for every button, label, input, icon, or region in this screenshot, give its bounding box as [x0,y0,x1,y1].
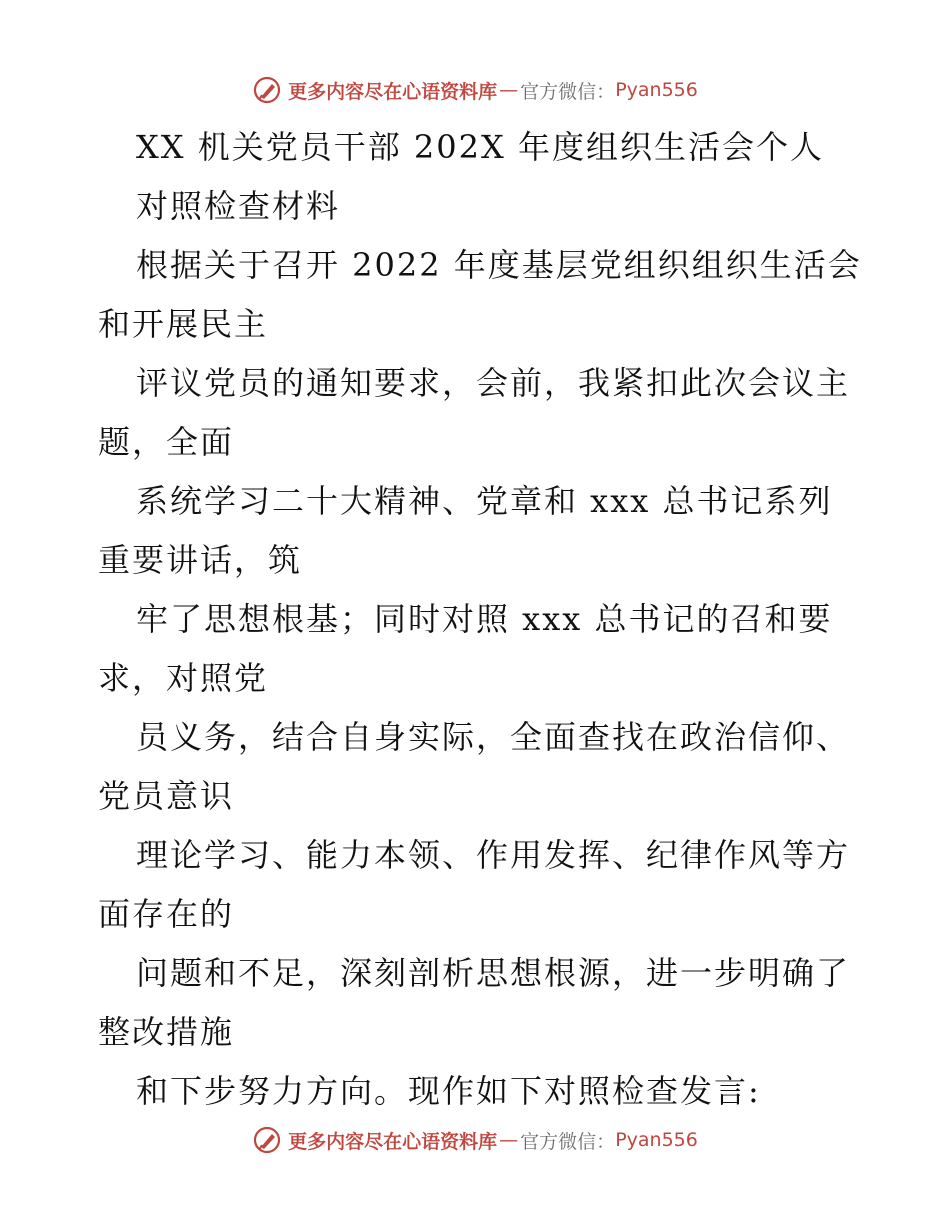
document-title-line-1: XX 机关党员干部 202X 年度组织生活会个人 [136,128,824,166]
document-body [98,118,862,1121]
paragraph-line: 牢了思想根基；同时对照 xxx 总书记的召和要 [136,600,833,638]
banner-separator: — [499,79,519,101]
banner-wechat-label: 官方微信： [520,80,616,103]
paragraph-line: 根据关于召开 2022 年度基层党组织组织生活会 [136,246,862,284]
paragraph-line: 员义务，结合自身实际，全面查找在政治信仰、 [136,718,851,756]
banner-wechat-label: 官方微信： [520,1130,616,1153]
paragraph-line: 和开展民主 [98,305,269,343]
header-watermark-banner [0,70,950,110]
paragraph-line: 整改措施 [98,1013,235,1051]
paragraph-line: 和下步努力方向。现作如下对照检查发言: [136,1072,761,1110]
quill-pen-logo-icon [252,1125,282,1155]
paragraph-line: 系统学习二十大精神、党章和 xxx 总书记系列 [136,482,833,520]
paragraph-line: 理论学习、能力本领、作用发挥、纪律作风等方 [136,836,851,874]
paragraph-line: 党员意识 [98,777,235,815]
quill-pen-logo-icon [252,75,282,105]
paragraph-line: 问题和不足，深刻剖析思想根源，进一步明确了 [136,954,851,992]
paragraph-line: 题，全面 [98,423,235,461]
footer-watermark-banner [0,1120,950,1160]
banner-site-text: 更多内容尽在心语资料库 [288,80,498,103]
banner-site-text: 更多内容尽在心语资料库 [288,1130,498,1153]
paragraph-line: 评议党员的通知要求，会前，我紧扣此次会议主 [136,364,851,402]
banner-wechat-id: Pyan556 [615,1129,698,1151]
paragraph-line: 重要讲话，筑 [98,541,303,579]
paragraph-line: 面存在的 [98,895,235,933]
paragraph-line: 求，对照党 [98,659,269,697]
banner-separator: — [499,1129,519,1151]
banner-wechat-id: Pyan556 [615,79,698,101]
document-title-line-2: 对照检查材料 [136,187,341,225]
